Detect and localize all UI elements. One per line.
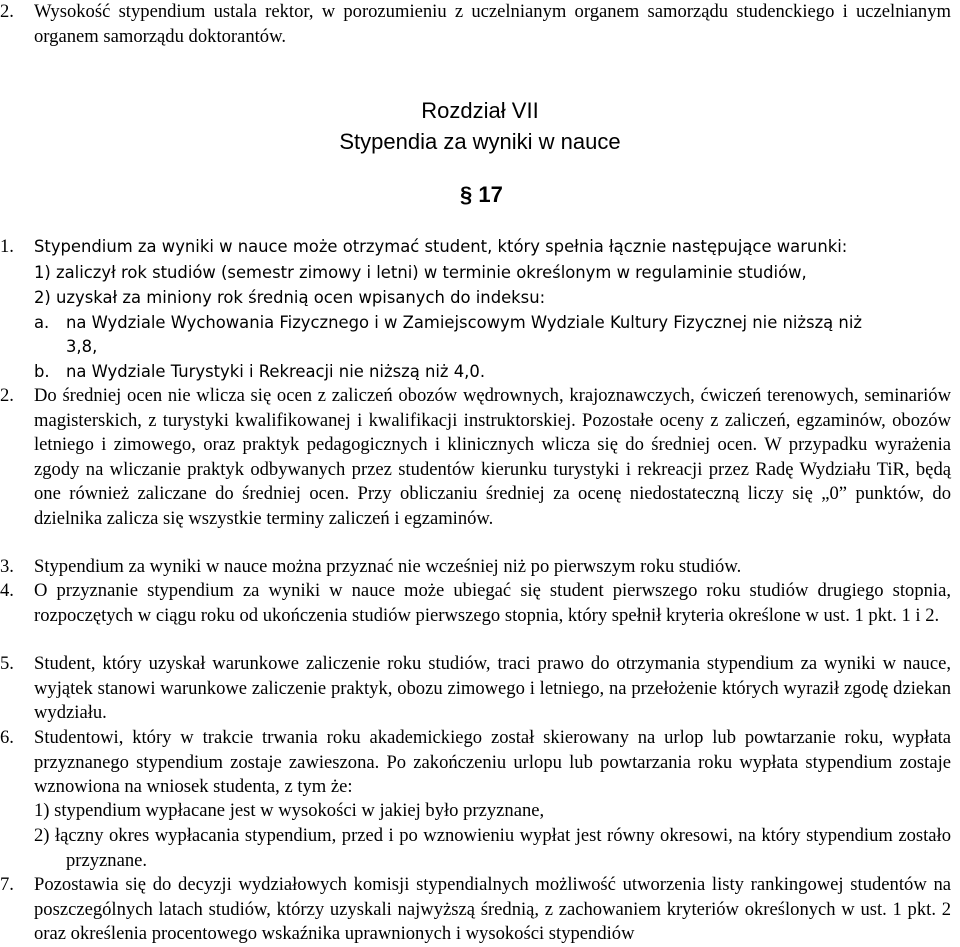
sub-item-a-text-cont: 3,8, <box>66 337 98 356</box>
paragraph-number: 2. <box>0 1 14 22</box>
paragraph-text: Pozostawia się do decyzji wydziałowych komisji stypendialnych możliwość utworzenia listy rankingowej studentów na poszczególnych latach studiów, którzy uzyskali najwyższą średnią, z zachowaniem kryteriów określonych w ust. 1 pkt. 2 oraz określenia procentowego wskaźnika uprawnionych i wysokości stypendiów <box>34 874 951 945</box>
sub-item-a-text: na Wydziale Wychowania Fizycznego i w Zamiejscowym Wydziale Kultury Fizycznej nie niższą niż <box>66 313 862 332</box>
chapter-subtitle: Stypendia za wyniki w nauce <box>339 129 621 154</box>
condition-1: 1) zaliczył rok studiów (semestr zimowy i letni) w terminie określonym w regulaminie studiów, <box>34 263 807 282</box>
paragraph-number: 6. <box>0 727 14 748</box>
paragraph-number: 1. <box>0 236 14 257</box>
chapter-title: Rozdział VII <box>421 98 539 123</box>
paragraph-text: Student, który uzyskał warunkowe zaliczenie roku studiów, traci prawo do otrzymania stypendium za wyniki w nauce, wyjątek stanowi warunkowe zaliczenie praktyk, obozu zimowego i letniego, na przełożenie których wyraził zgodę dziekan wydziału. <box>34 653 951 724</box>
paragraph-7 <box>0 873 951 947</box>
paragraph-3 <box>0 555 951 580</box>
paragraph-number: 7. <box>0 874 14 895</box>
condition-1: 1) stypendium wypłacane jest w wysokości w jakiej było przyznane, <box>34 800 545 821</box>
condition-2: 2) łączny okres wypłacania stypendium, przed i po wznowieniu wypłat jest równy okresowi, na który stypendium zostało przyznane. <box>34 825 951 871</box>
paragraph-4 <box>0 579 951 628</box>
paragraph-number: 3. <box>0 556 14 577</box>
paragraph-text: O przyznanie stypendium za wyniki w nauce może ubiegać się student pierwszego roku studiów drugiego stopnia, rozpoczętych w ciągu roku od ukończenia studiów pierwszego stopnia, który spełnił kryteria określone w ust. 1 pkt. 1 i 2. <box>34 580 951 626</box>
paragraph-1 <box>0 235 951 260</box>
paragraph-2-top <box>0 0 951 49</box>
sub-item-a-label: a. <box>34 313 50 332</box>
paragraph-number: 4. <box>0 580 14 601</box>
paragraph-number: 2. <box>0 385 14 406</box>
sub-item-b-text: na Wydziale Turystyki i Rekreacji nie niższą niż 4,0. <box>66 362 486 381</box>
paragraph-text: Stypendium za wyniki w nauce można przyznać nie wcześniej niż po pierwszym roku studiów. <box>34 556 742 577</box>
paragraph-text: Do średniej ocen nie wlicza się ocen z zaliczeń obozów wędrownych, krajoznawczych, ćwiczeń terenowych, seminariów magisterskich, z turystyki kwalifikowanej i kwalifikacji instruktorskiej. Pozostałe oceny z zaliczeń, egzaminów, obozów letniego i zimowego, oraz praktyk pedagogicznych i klinicznych wlicza się do średniej ocen. W przypadku wyrażenia zgody na wliczanie praktyk odbywanych przez studentów kierunku turystyki i rekreacji przez Radę Wydziału TiR, będą one również zaliczane do średniej ocen. Przy obliczaniu średniej za ocenę niedostateczną liczy się „0” punktów, do dzielnika zalicza się wszystkie terminy zaliczeń i egzaminów. <box>34 385 951 529</box>
paragraph-2 <box>0 384 951 532</box>
sub-item-b-label: b. <box>34 362 50 381</box>
section-number: § 17 <box>460 182 503 207</box>
paragraph-text: Wysokość stypendium ustala rektor, w porozumieniu z uczelnianym organem samorządu studenckiego i uczelnianym organem samorządu doktorantów. <box>34 1 951 47</box>
condition-2: 2) uzyskał za miniony rok średnią ocen wpisanych do indeksu: <box>34 288 546 307</box>
paragraph-text: Studentowi, który w trakcie trwania roku akademickiego został skierowany na urlop lub powtarzanie roku, wypłata przyznanego stypendium zostaje zawieszona. Po zakończeniu urlopu lub powtarzania roku wypłata stypendium zostaje wznowiona na wniosek studenta, z tym że: <box>34 727 951 798</box>
paragraph-5 <box>0 652 951 726</box>
paragraph-number: 5. <box>0 653 14 674</box>
paragraph-6 <box>0 726 951 800</box>
paragraph-intro: Stypendium za wyniki w nauce może otrzymać student, który spełnia łącznie następujące warunki: <box>34 237 848 256</box>
condition-2-block <box>0 824 951 873</box>
